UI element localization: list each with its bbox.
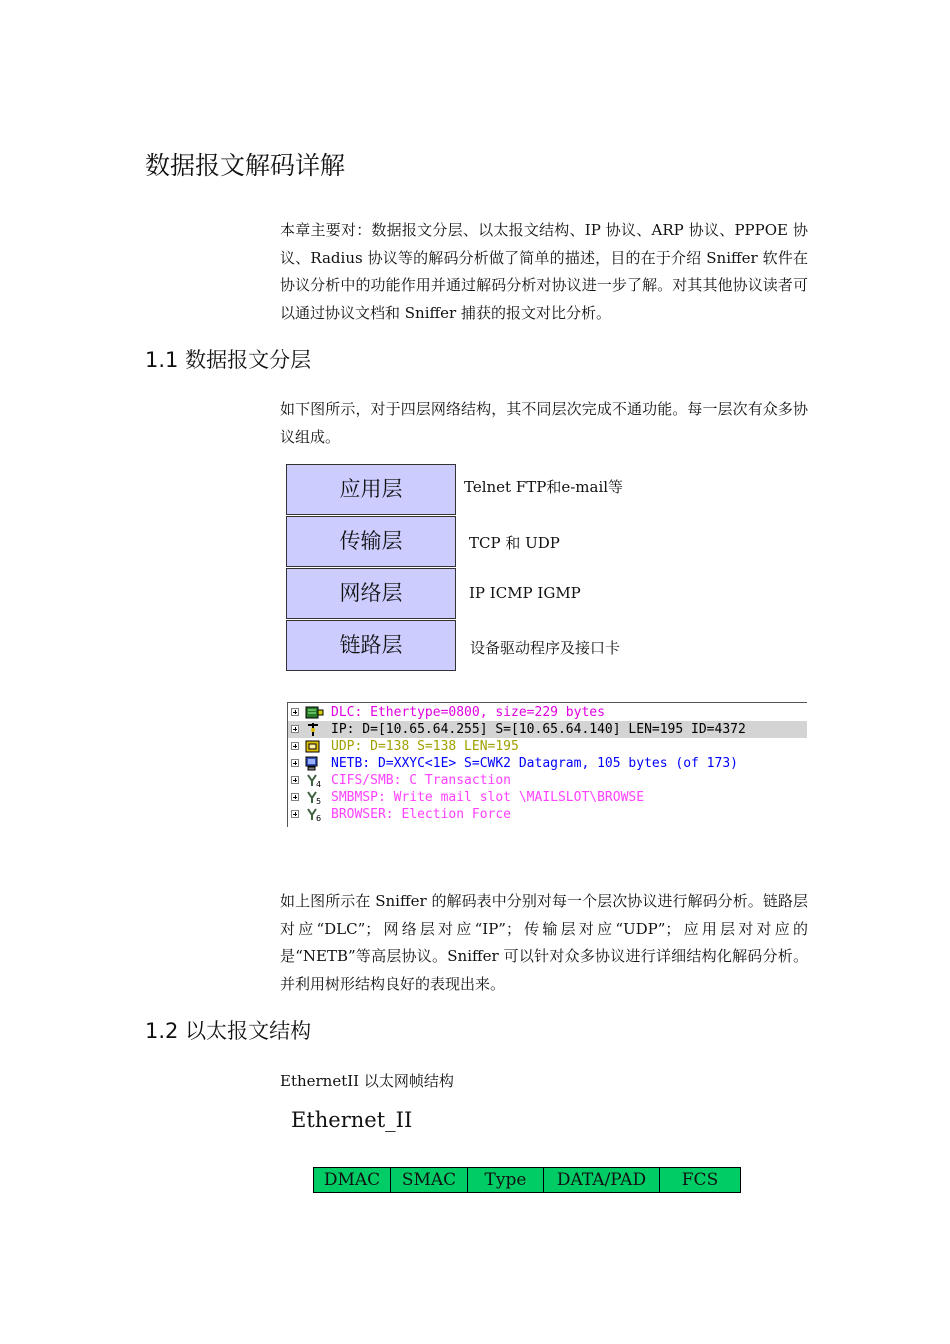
tree-row[interactable]	[288, 772, 807, 789]
tree-row-text: BROWSER: Election Force	[331, 807, 512, 822]
section-1-1-paragraph: 如下图所示，对于四层网络结构，其不同层次完成不通功能。每一层次有众多协议组成。	[280, 400, 808, 446]
tree-row[interactable]	[288, 755, 807, 772]
field-smac: SMAC	[391, 1168, 468, 1193]
tree-row-selected[interactable]	[288, 721, 807, 738]
tree-row-text: DLC: Ethertype=0800, size=229 bytes	[331, 705, 605, 720]
browser-icon	[305, 807, 325, 822]
expand-icon[interactable]	[291, 708, 299, 716]
ethernet-frame-table	[313, 1167, 741, 1193]
svg-text:5: 5	[316, 797, 322, 805]
tree-row[interactable]	[288, 806, 807, 823]
tree-row[interactable]	[288, 704, 807, 721]
ip-icon	[305, 722, 325, 737]
layer-link: 链路层	[286, 620, 456, 671]
tree-row-text: NETB: D=XXYC<1E> S=CWK2 Datagram, 105 bytes (of 173)	[331, 756, 738, 771]
section-heading-1-2: 1.2 以太报文结构	[145, 1019, 312, 1043]
expand-icon[interactable]	[291, 725, 299, 733]
svg-text:4: 4	[316, 780, 322, 788]
svg-text:6: 6	[316, 814, 322, 822]
field-fcs: FCS	[660, 1168, 741, 1193]
tree-row-text: CIFS/SMB: C Transaction	[331, 773, 512, 788]
expand-icon[interactable]	[291, 742, 299, 750]
smbmsp-icon	[305, 790, 325, 805]
tree-row[interactable]	[288, 789, 807, 806]
field-dmac: DMAC	[314, 1168, 391, 1193]
page-title: 数据报文解码详解	[145, 151, 346, 180]
section-heading-1-1: 1.1 数据报文分层	[145, 348, 312, 372]
section-1-1-after-paragraph: 如上图所示在 Sniffer 的解码表中分别对每一个层次协议进行解码分析。链路层对应“DLC”；网络层对应“IP”；传输层对应“UDP”；应用层对对应的是“NETB”等高层协议。Sniffer 可以针对众多协议进行详细结构化解码分析。并利用树形结构良好的表现出来。	[280, 892, 808, 993]
frame-label: Ethernet_II	[291, 1108, 413, 1132]
section-1-2-paragraph: EthernetII 以太网帧结构	[280, 1072, 454, 1090]
expand-icon[interactable]	[291, 776, 299, 784]
expand-icon[interactable]	[291, 810, 299, 818]
field-type: Type	[468, 1168, 544, 1193]
udp-icon	[305, 739, 325, 754]
expand-icon[interactable]	[291, 759, 299, 767]
tree-row-text: IP: D=[10.65.64.255] S=[10.65.64.140] LEN=195 ID=4372	[331, 722, 746, 737]
field-data-pad: DATA/PAD	[544, 1168, 660, 1193]
intro-paragraph: 本章主要对：数据报文分层、以太报文结构、IP 协议、ARP 协议、PPPOE 协议、Radius 协议等的解码分析做了简单的描述，目的在于介绍 Sniffer 软件在协议分析中的功能作用并通过解码分析对协议进一步了解。对其其他协议读者可以通过协议文档和 Sniffer 捕获的报文对比分析。	[280, 221, 808, 322]
layer-application-desc: Telnet FTP和e-mail等	[464, 478, 624, 496]
tree-row-text: UDP: D=138 S=138 LEN=195	[331, 739, 519, 754]
cifs-icon	[305, 773, 325, 788]
layer-network: 网络层	[286, 568, 456, 619]
dlc-icon	[305, 705, 325, 720]
layer-network-desc: IP ICMP IGMP	[469, 584, 581, 602]
netb-icon	[305, 756, 325, 771]
layer-application: 应用层	[286, 464, 456, 515]
layer-transport-desc: TCP 和 UDP	[469, 534, 560, 552]
decode-tree	[287, 702, 807, 827]
layer-transport: 传输层	[286, 516, 456, 567]
tree-row-text: SMBMSP: Write mail slot \MAILSLOT\BROWSE	[331, 790, 645, 805]
tree-row[interactable]	[288, 738, 807, 755]
layer-link-desc: 设备驱动程序及接口卡	[470, 639, 621, 657]
expand-icon[interactable]	[291, 793, 299, 801]
